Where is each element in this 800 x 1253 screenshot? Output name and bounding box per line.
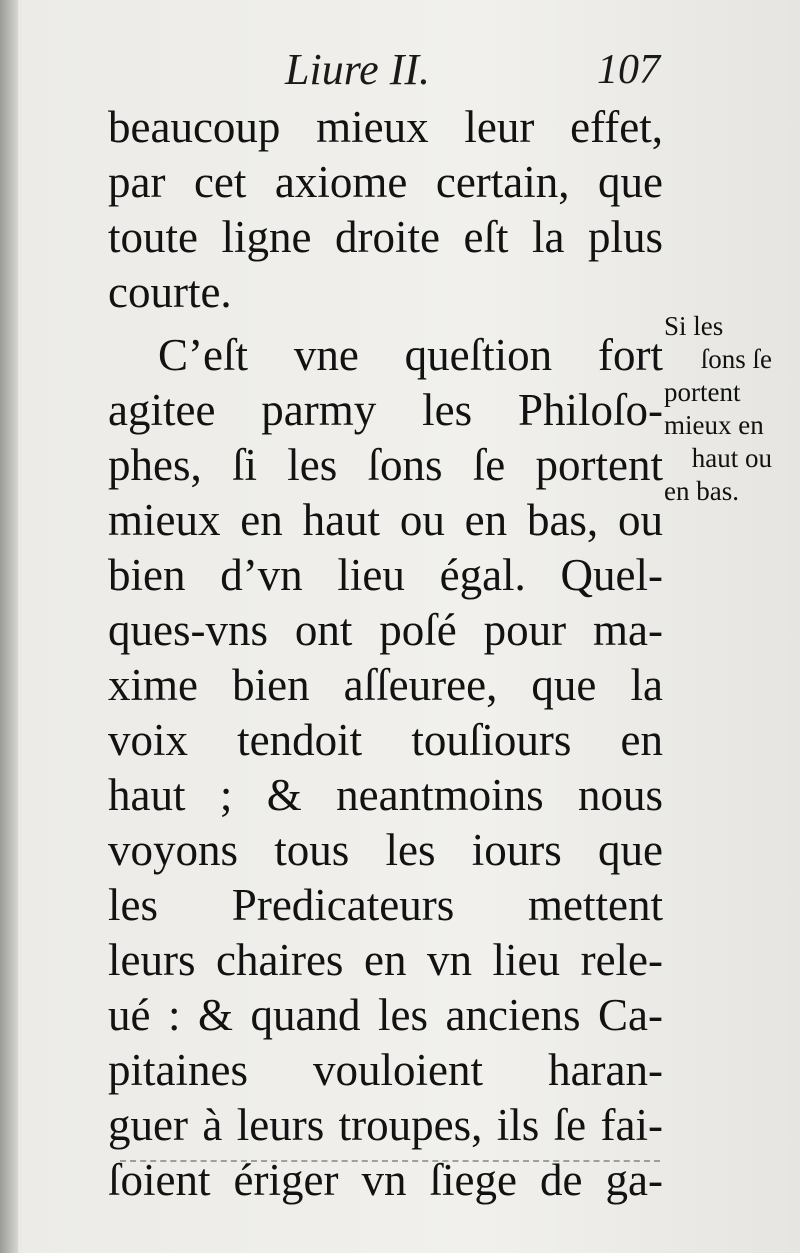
paragraph-gap [108, 320, 663, 328]
text-line: haut ; & neantmoins nous [108, 770, 663, 820]
bottom-rule [120, 1160, 660, 1162]
text-line: phes, ſi les ſons ſe portent [108, 440, 663, 490]
text-line: agitee parmy les Philoſo- [108, 385, 663, 435]
margin-note-line: en bas. [664, 476, 739, 506]
margin-note-line: ſons ſe [700, 344, 772, 374]
running-title: Liure II. [285, 45, 431, 94]
text-line: guer à leurs troupes, ils ſe fai- [108, 1100, 663, 1150]
margin-note [664, 310, 794, 508]
text-line: beaucoup mieux leur effet, [108, 102, 663, 152]
text-line: pitaines vouloient haran- [108, 1045, 663, 1095]
text-line: C’eſt vne queſtion fort [158, 330, 663, 380]
text-line: par cet axiome certain, que [108, 157, 663, 207]
text-line: toute ligne droite eſt la plus [108, 212, 663, 262]
margin-note-line: haut ou [691, 443, 772, 473]
text-line: voyons tous les iours que [108, 825, 663, 875]
margin-note-line: portent [664, 377, 741, 407]
margin-note-line: Si les [664, 311, 724, 341]
text-line: bien d’vn lieu égal. Quel- [108, 550, 663, 600]
page-gutter [0, 0, 18, 1253]
margin-note-line: mieux en [664, 410, 764, 440]
page-number: 107 [597, 47, 660, 93]
text-line: ques-vns ont poſé pour ma- [108, 605, 663, 655]
text-line: xime bien aſſeuree, que la [108, 660, 663, 710]
text-line: les Predicateurs mettent [108, 880, 663, 930]
running-header [110, 40, 660, 100]
text-line: voix tendoit touſiours en [108, 715, 663, 765]
text-line: ué : & quand les anciens Ca- [108, 990, 663, 1040]
text-line: courte. [108, 267, 232, 317]
text-line: mieux en haut ou en bas, ou [108, 495, 663, 545]
text-line: ſoient ériger vn ſiege de ga- [108, 1155, 663, 1205]
text-line: leurs chaires en vn lieu rele- [108, 935, 663, 985]
body-text [108, 100, 663, 1208]
